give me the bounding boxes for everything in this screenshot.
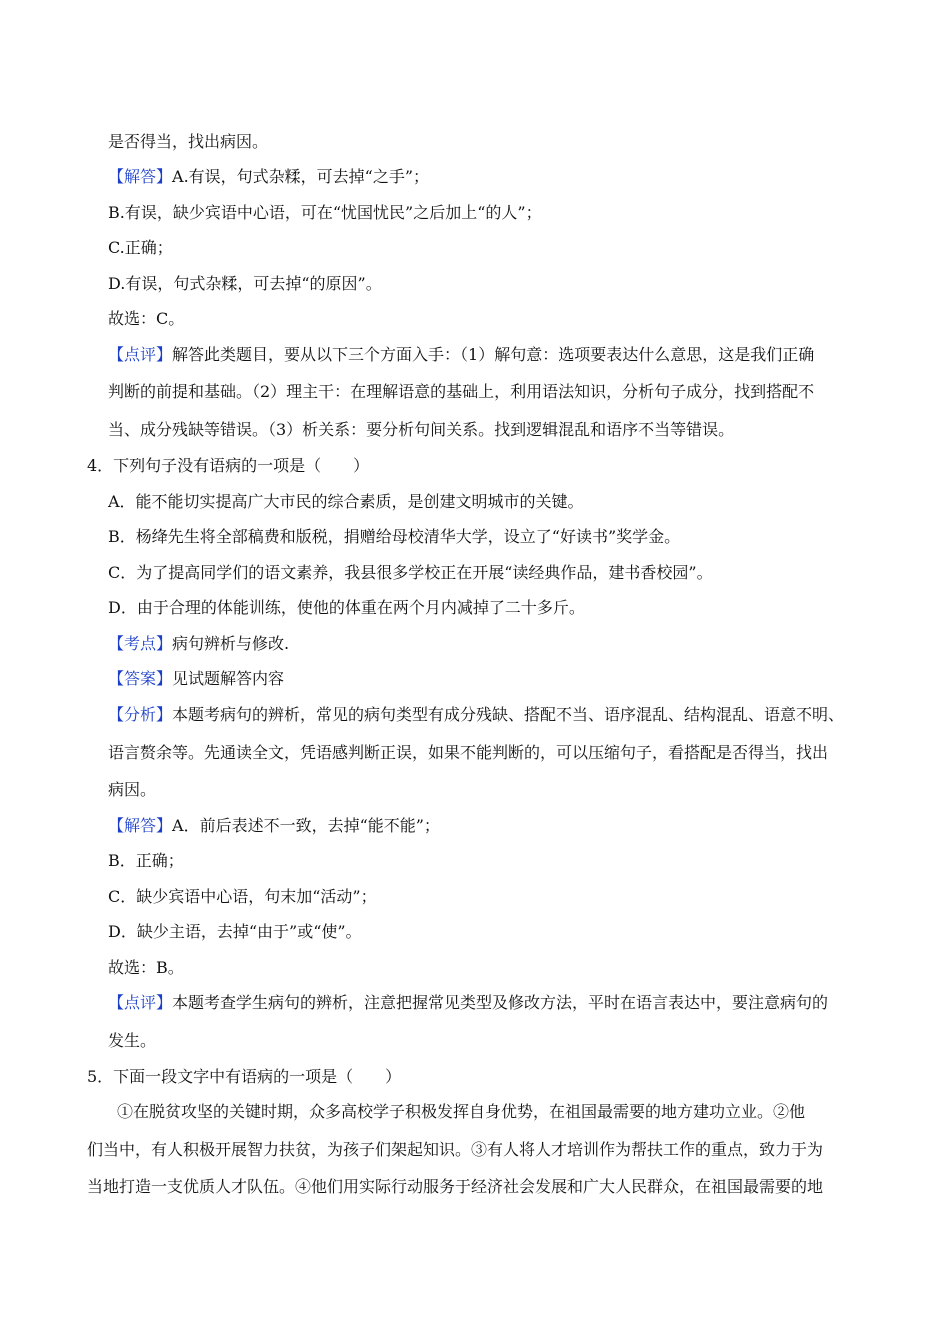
answer-line: 【解答】A.有误，句式杂糅，可去掉“之手”； — [108, 167, 430, 186]
question-stem: 4．下列句子没有语病的一项是（ ） — [87, 456, 370, 475]
paragraph-line: 们当中，有人积极开展智力扶贫，为孩子们架起知识。③有人将人才培训作为帮扶工作的重点，致力于为 — [87, 1140, 824, 1159]
analysis-tag: 【分析】 — [108, 705, 173, 724]
solve-line: C．缺少宾语中心语，句末加“活动”； — [108, 887, 377, 906]
answer-line: C.正确； — [108, 238, 173, 257]
analysis-line: 语言赘余等。先通读全文，凭语感判断正误，如果不能判断的，可以压缩句子，看搭配是否得当，找出 — [108, 743, 829, 762]
comment-tag: 【点评】 — [108, 993, 173, 1012]
comment-tag: 【点评】 — [108, 345, 173, 364]
option-d: D．由于合理的体能训练，使他的体重在两个月内减掉了二十多斤。 — [108, 598, 585, 617]
ans-tag: 【答案】 — [108, 669, 173, 688]
answer-tag: 【解答】 — [108, 167, 173, 186]
option-b: B．杨绛先生将全部稿费和版税，捐赠给母校清华大学，设立了“好读书”奖学金。 — [108, 527, 681, 546]
analysis-line: 【分析】本题考病句的辨析，常见的病句类型有成分残缺、搭配不当、语序混乱、结构混乱、语意不明、 — [108, 705, 845, 724]
text-line: 是否得当，找出病因。 — [108, 132, 269, 151]
ans-line: 【答案】见试题解答内容 — [108, 669, 285, 688]
solve-line: D．缺少主语，去掉“由于”或“使”。 — [108, 922, 362, 941]
solve-tag: 【解答】 — [108, 816, 173, 835]
analysis-line: 病因。 — [108, 780, 157, 799]
paragraph-line: 当地打造一支优质人才队伍。④他们用实际行动服务于经济社会发展和广大人民群众，在祖国最需要的地 — [87, 1177, 824, 1196]
comment-line: 【点评】解答此类题目，要从以下三个方面入手：（1）解句意：选项要表达什么意思，这是我们正确 — [108, 345, 815, 364]
choice-line: 故选：C。 — [108, 309, 185, 328]
comment-line: 当、成分残缺等错误。（3）析关系：要分析句间关系。找到逻辑混乱和语序不当等错误。 — [108, 420, 735, 439]
answer-line: D.有误，句式杂糅，可去掉“的原因”。 — [108, 274, 382, 293]
question-stem: 5．下面一段文字中有语病的一项是（ ） — [87, 1067, 402, 1086]
option-a: A．能不能切实提高广大市民的综合素质，是创建文明城市的关键。 — [108, 492, 584, 511]
comment-line: 发生。 — [108, 1031, 157, 1050]
point-tag: 【考点】 — [108, 634, 173, 653]
comment-line: 判断的前提和基础。（2）理主干：在理解语意的基础上，利用语法知识，分析句子成分，找到搭配不 — [108, 382, 815, 401]
answer-line: B.有误，缺少宾语中心语，可在“忧国忧民”之后加上“的人”； — [108, 203, 542, 222]
option-c: C．为了提高同学们的语文素养，我县很多学校正在开展“读经典作品，建书香校园”。 — [108, 563, 713, 582]
solve-line: 【解答】A．前后表述不一致，去掉“能不能”； — [108, 816, 440, 835]
point-line: 【考点】病句辨析与修改. — [108, 634, 290, 653]
comment-line: 【点评】本题考查学生病句的辨析，注意把握常见类型及修改方法，平时在语言表达中，要注意病句的 — [108, 993, 829, 1012]
paragraph-line: ①在脱贫攻坚的关键时期，众多高校学子积极发挥自身优势，在祖国最需要的地方建功立业。②他 — [117, 1102, 806, 1121]
choice-line: 故选：B。 — [108, 958, 184, 977]
solve-line: B．正确； — [108, 851, 184, 870]
